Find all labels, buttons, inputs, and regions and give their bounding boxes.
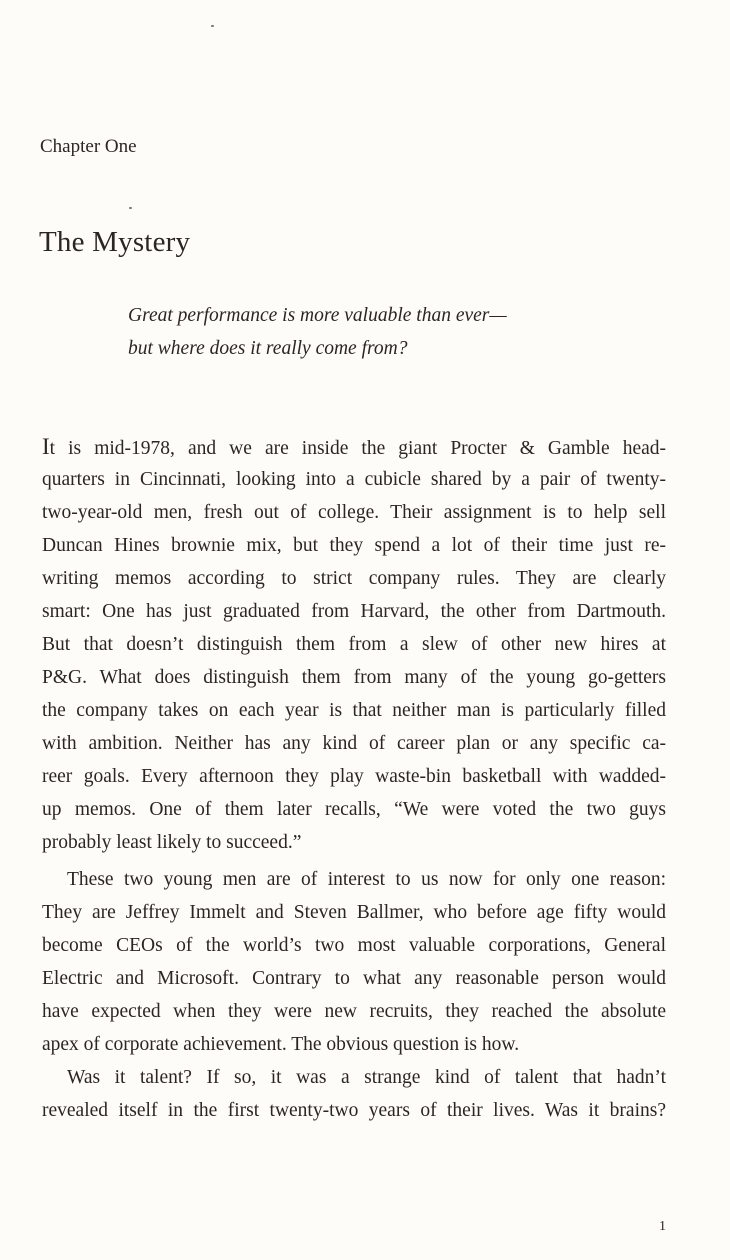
paragraph xyxy=(42,430,666,859)
text-line: But that doesn’t distinguish them from a slew of other new hires at xyxy=(42,634,666,655)
epigraph xyxy=(128,299,507,365)
text-line: up memos. One of them later recalls, “We were voted the two guys xyxy=(42,799,666,820)
paragraph xyxy=(42,863,666,1061)
text-line: have expected when they were new recruits, they reached the absolute xyxy=(42,1001,666,1022)
chapter-label: Chapter One xyxy=(40,136,137,157)
text-line: become CEOs of the world’s two most valuable corporations, General xyxy=(42,935,666,956)
epigraph-line: Great performance is more valuable than ever— xyxy=(128,305,507,326)
text-line: It is mid-1978, and we are inside the giant Procter & Gamble head- xyxy=(42,434,666,459)
epigraph-line: but where does it really come from? xyxy=(128,338,408,359)
text-line: They are Jeffrey Immelt and Steven Ballmer, who before age fifty would xyxy=(42,902,666,923)
text-line: quarters in Cincinnati, looking into a cubicle shared by a pair of twenty- xyxy=(42,469,666,490)
text-line: Was it talent? If so, it was a strange kind of talent that hadn’t xyxy=(67,1067,666,1088)
text-line: reer goals. Every afternoon they play waste-bin basketball with wadded- xyxy=(42,766,666,787)
text-line: two-year-old men, fresh out of college. Their assignment is to help sell xyxy=(42,502,666,523)
text-line: writing memos according to strict company rules. They are clearly xyxy=(42,568,666,589)
text-line: These two young men are of interest to us now for only one reason: xyxy=(67,869,666,890)
text-line: Duncan Hines brownie mix, but they spend a lot of their time just re- xyxy=(42,535,666,556)
opening-initial: I xyxy=(42,434,50,459)
text-line: the company takes on each year is that neither man is particularly filled xyxy=(42,700,666,721)
paragraph xyxy=(42,1061,666,1127)
text-line: P&G. What does distinguish them from many of the young go-getters xyxy=(42,667,666,688)
chapter-title: The Mystery xyxy=(39,226,191,258)
text-line: Electric and Microsoft. Contrary to what any reasonable person would xyxy=(42,968,666,989)
text-line: apex of corporate achievement. The obvious question is how. xyxy=(42,1034,520,1055)
text-line: smart: One has just graduated from Harvard, the other from Dartmouth. xyxy=(42,601,666,622)
scan-speck xyxy=(211,25,214,27)
text-line: probably least likely to succeed.” xyxy=(42,832,302,853)
page-number: 1 xyxy=(659,1219,666,1234)
text-line: revealed itself in the first twenty-two years of their lives. Was it brains? xyxy=(42,1100,666,1121)
scan-speck xyxy=(129,207,132,209)
text-line: with ambition. Neither has any kind of career plan or any specific ca- xyxy=(42,733,666,754)
